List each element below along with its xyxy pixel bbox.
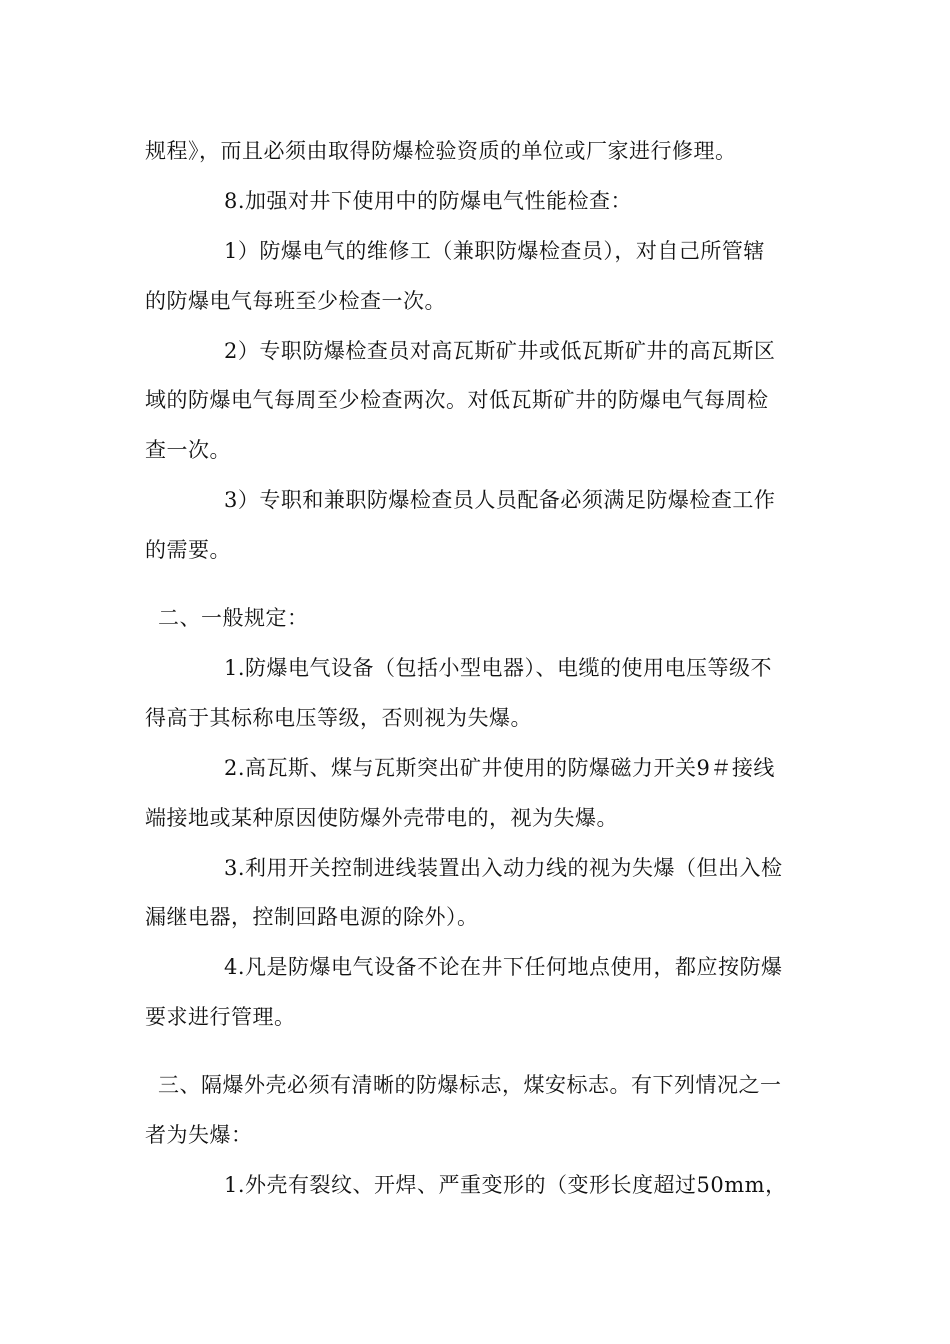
text-line: 的防爆电气每班至少检查一次。 xyxy=(145,289,446,313)
item-heading: 8.加强对井下使用中的防爆电气性能检查： xyxy=(224,189,633,213)
list-item: 4.凡是防爆电气设备不论在井下任何地点使用，都应按防爆 xyxy=(224,955,783,979)
text-line: 域的防爆电气每周至少检查两次。对低瓦斯矿井的防爆电气每周检 xyxy=(145,388,769,412)
text-line: 规程》，而且必须由取得防爆检验资质的单位或厂家进行修理。 xyxy=(145,139,737,163)
text-line: 要求进行管理。 xyxy=(145,1005,296,1029)
text-line: 的需要。 xyxy=(145,538,231,562)
text-line: 端接地或某种原因使防爆外壳带电的，视为失爆。 xyxy=(145,806,618,830)
list-item: 2.高瓦斯、煤与瓦斯突出矿井使用的防爆磁力开关9＃接线 xyxy=(224,756,775,780)
text-line: 得高于其标称电压等级，否则视为失爆。 xyxy=(145,706,532,730)
list-item: 3.利用开关控制进线装置出入动力线的视为失爆（但出入检 xyxy=(224,856,783,880)
text-line: 者为失爆： xyxy=(145,1123,253,1147)
list-item: 1.外壳有裂纹、开焊、严重变形的（变形长度超过50mm， xyxy=(224,1173,787,1197)
text-line: 漏继电器，控制回路电源的除外）。 xyxy=(145,905,479,929)
list-item: 1）防爆电气的维修工（兼职防爆检查员），对自己所管辖 xyxy=(224,239,765,263)
list-item: 1.防爆电气设备（包括小型电器）、电缆的使用电压等级不 xyxy=(224,656,773,680)
list-item: 3）专职和兼职防爆检查员人员配备必须满足防爆检查工作 xyxy=(224,488,776,512)
section-heading: 三、隔爆外壳必须有清晰的防爆标志，煤安标志。有下列情况之一 xyxy=(158,1073,782,1097)
text-line: 查一次。 xyxy=(145,438,231,462)
list-item: 2）专职防爆检查员对高瓦斯矿井或低瓦斯矿井的高瓦斯区 xyxy=(224,339,776,363)
section-heading: 二、一般规定： xyxy=(158,606,309,630)
